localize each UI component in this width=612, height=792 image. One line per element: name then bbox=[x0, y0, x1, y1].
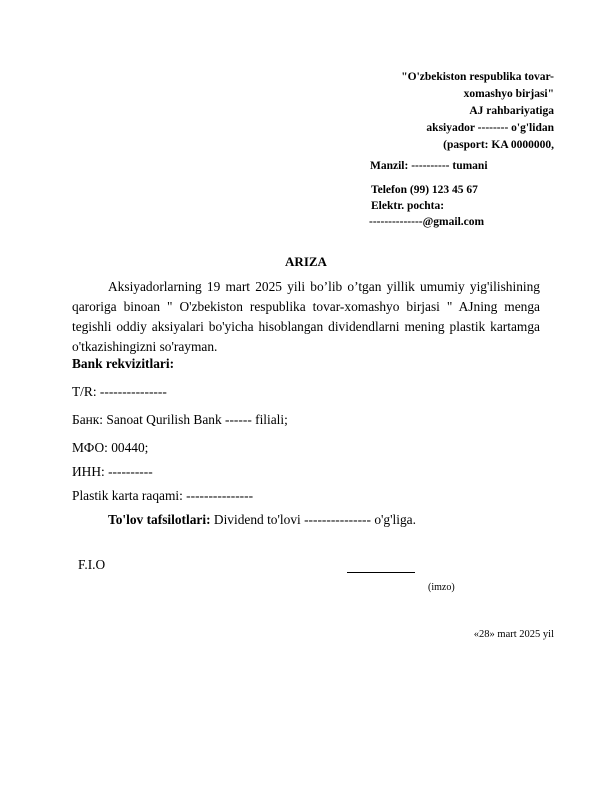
sender-phone: Telefon (99) 123 45 67 bbox=[371, 184, 478, 196]
payment-label: To'lov tafsilotlari: bbox=[108, 512, 211, 527]
recipient-line-2: xomashyo birjasi" bbox=[463, 88, 554, 100]
recipient-line-5: (pasport: KA 0000000, bbox=[443, 139, 554, 151]
sender-email-label: Elektr. pochta: bbox=[371, 200, 445, 212]
bank-tr: T/R: --------------- bbox=[72, 384, 167, 399]
bank-inn: ИНН: ---------- bbox=[72, 464, 153, 479]
request-paragraph: Aksiyadorlarning 19 mart 2025 yili bo’lib o’tgan yillik umumiy yig'ilishining qaroriga binoan " O'zbekiston respublika tovar-xomashyo birjasi " AJning menga tegishli oddiy aksiyalari bo'yicha hisoblangan dividendlarni mening plastik kartamga o'tkazishingizni so'rayman. bbox=[72, 279, 540, 354]
sender-address: Manzil: ---------- tumani bbox=[370, 160, 488, 172]
recipient-line-3: AJ rahbariyatiga bbox=[469, 105, 554, 117]
recipient-line-1: "O'zbekiston respublika tovar- bbox=[401, 71, 554, 83]
bank-name: Банк: Sanoat Qurilish Bank ------ filiali; bbox=[72, 412, 288, 427]
document-title: ARIZA bbox=[285, 254, 327, 269]
bank-heading: Bank rekvizitlari: bbox=[72, 356, 175, 371]
bank-mfo: МФО: 00440; bbox=[72, 440, 149, 455]
imzo-label: (imzo) bbox=[428, 582, 455, 593]
fio-label: F.I.O bbox=[78, 557, 106, 572]
document-date: «28» mart 2025 yil bbox=[473, 629, 554, 640]
payment-text: Dividend to'lovi --------------- o'g'liga. bbox=[210, 512, 416, 527]
payment-details bbox=[108, 512, 416, 528]
card-number: Plastik karta raqami: --------------- bbox=[72, 488, 254, 503]
sender-email: --------------@gmail.com bbox=[369, 216, 485, 228]
signature-line bbox=[347, 572, 415, 573]
recipient-line-4: aksiyador -------- o'g'lidan bbox=[426, 122, 554, 134]
